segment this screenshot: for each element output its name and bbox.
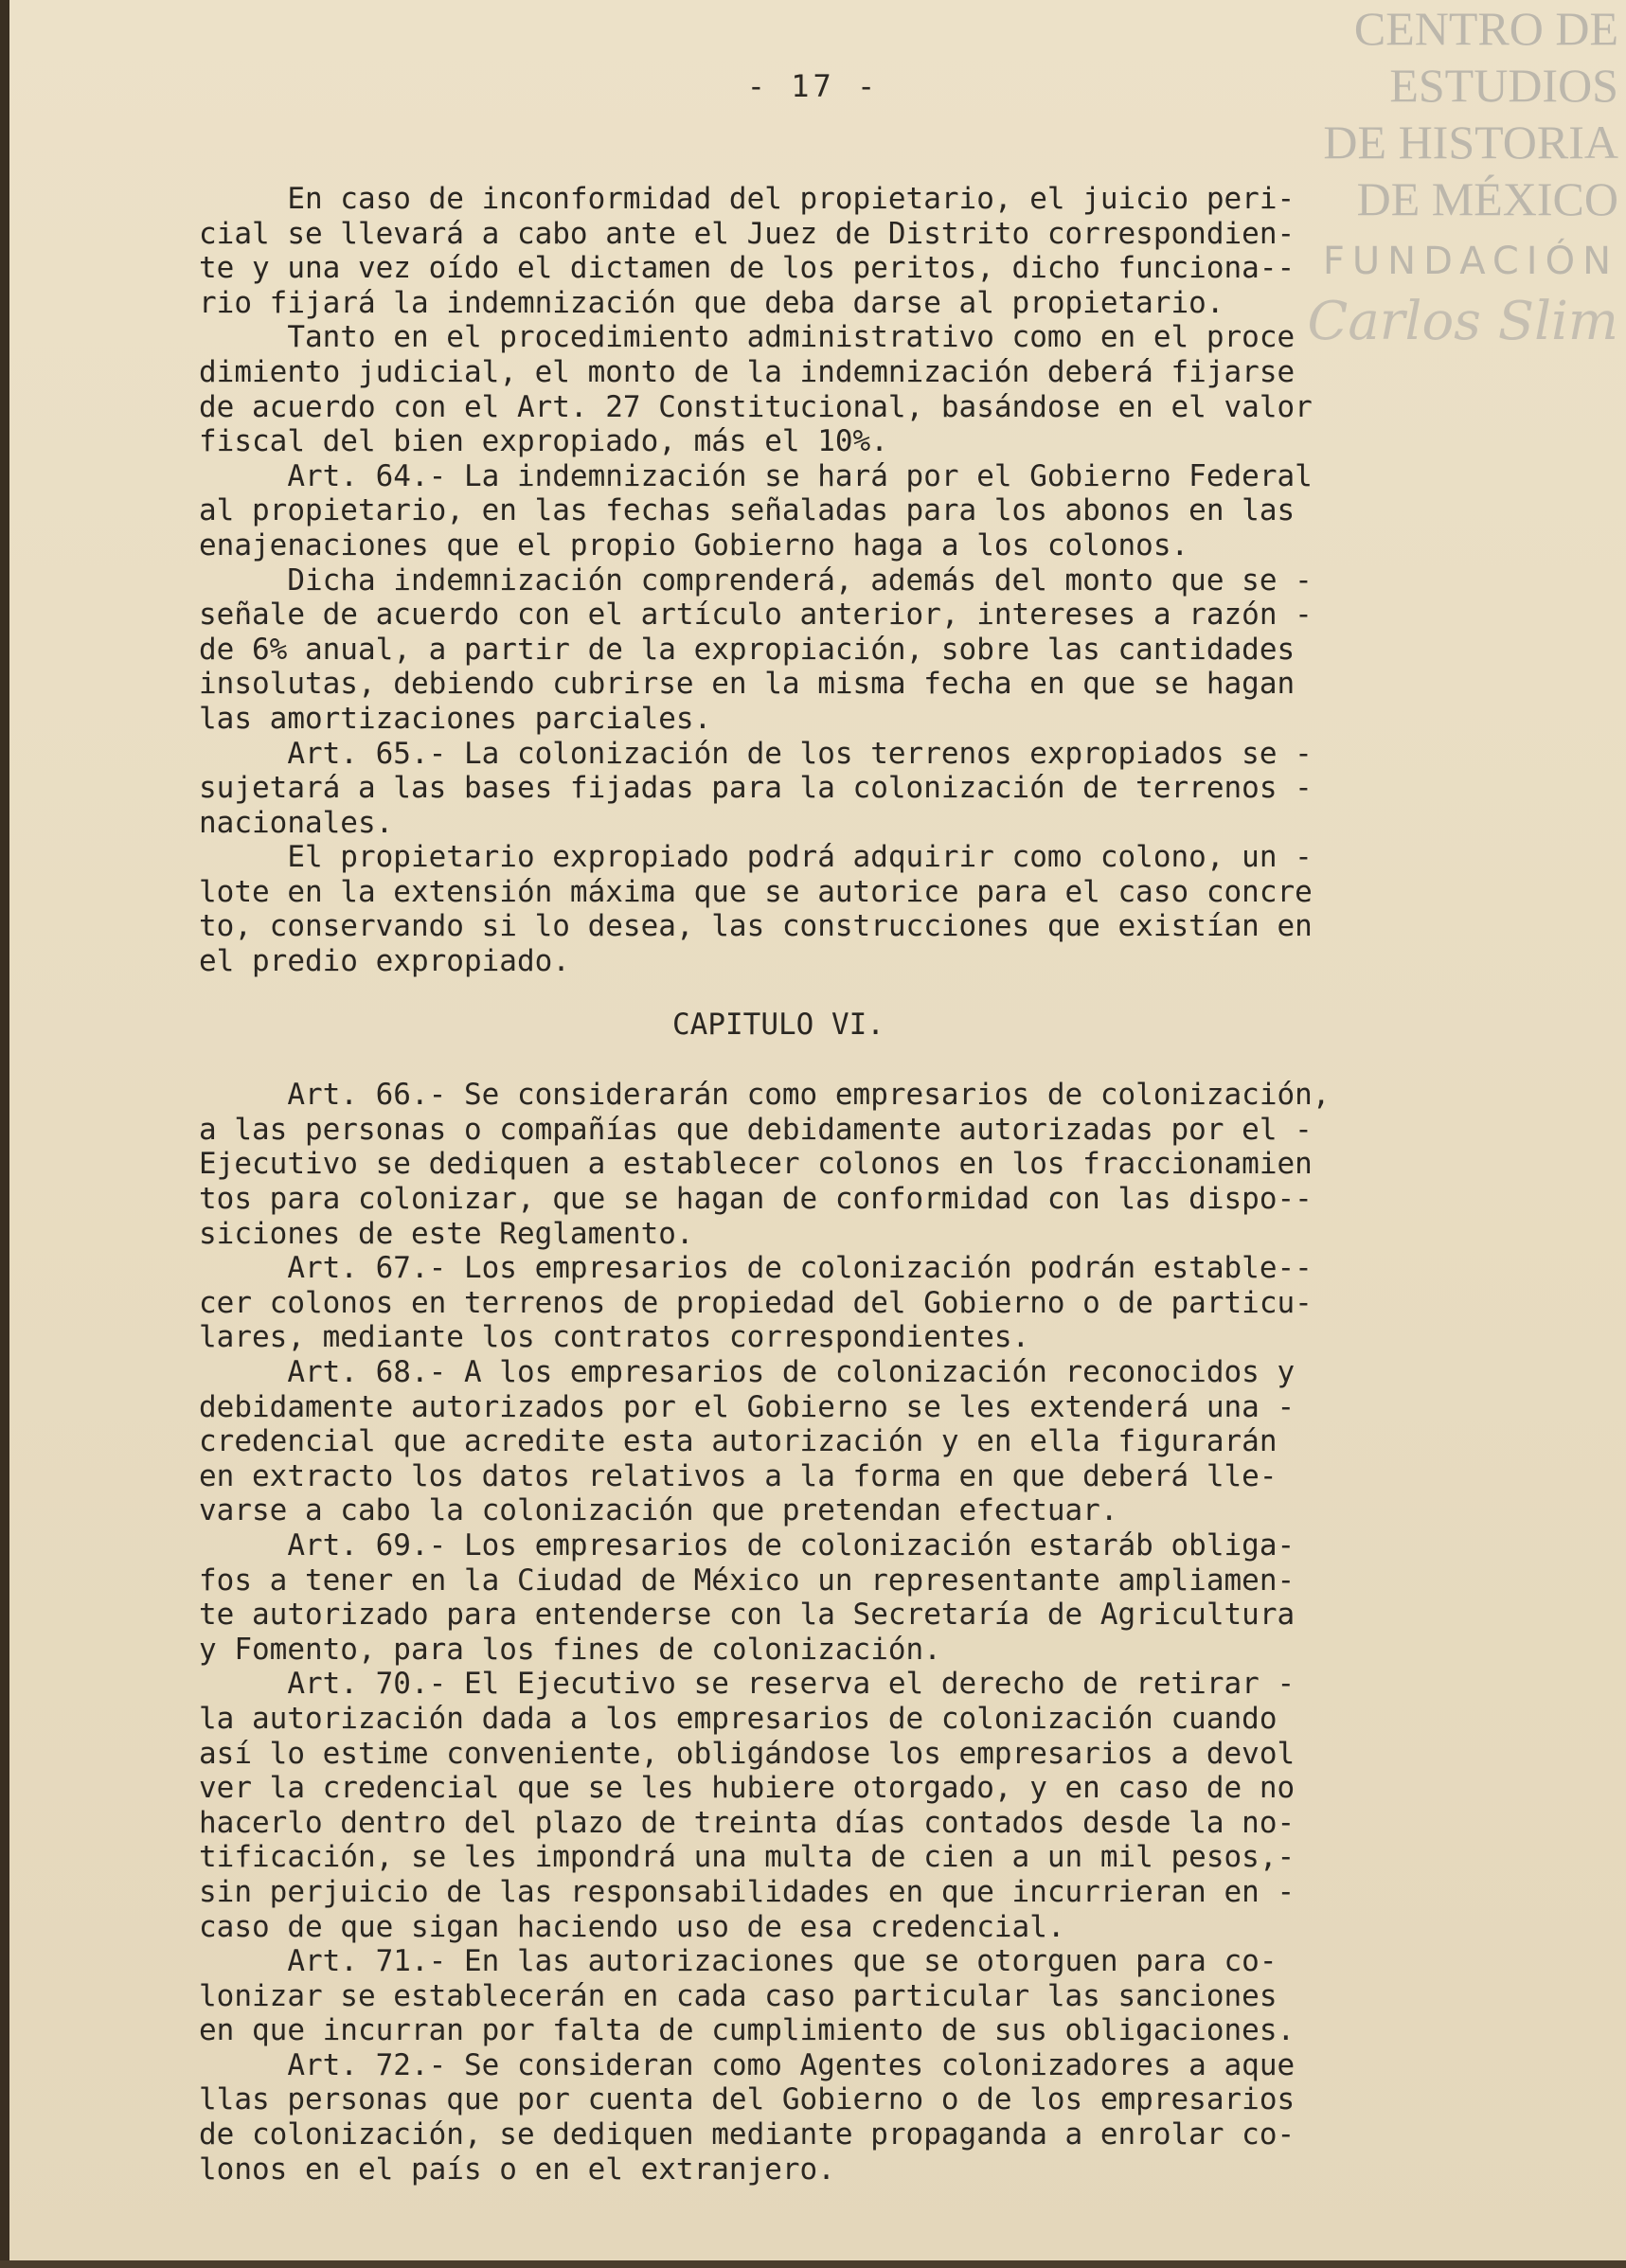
page-edge-bottom [0,2260,1626,2268]
text-line: el predio expropiado. [199,944,570,979]
text-line: sin perjuicio de las responsabilidades en que incurrieran en - [199,1874,1295,1909]
text-line: cer colonos en terrenos de propiedad del Gobierno o de particu- [199,1285,1313,1320]
text-line: credencial que acredite esta autorización y en ella figurarán [199,1424,1278,1459]
text-line: lote en la extensión máxima que se autorice para el caso concre [199,874,1313,909]
text-line: lares, mediante los contratos correspondientes. [199,1320,1030,1355]
text-line: sujetará a las bases fijadas para la colonización de terrenos - [199,771,1313,806]
text-line: te autorizado para entenderse con la Secretaría de Agricultura [199,1598,1295,1633]
text-line: de 6% anual, a partir de la expropiación, sobre las cantidades [199,632,1295,667]
text-line: nacionales. [199,805,394,840]
text-line: En caso de inconformidad del propietario, el juicio peri- [199,182,1295,216]
text-line: las amortizaciones parciales. [199,701,712,736]
text-line: en que incurran por falta de cumplimiento de sus obligaciones. [199,2013,1295,2048]
text-line: varse a cabo la colonización que pretendan efectuar. [199,1493,1118,1528]
text-line: así lo estime conveniente, obligándose los empresarios a devol [199,1736,1295,1771]
text-line: llas personas que por cuenta del Gobierno o de los empresarios [199,2082,1295,2117]
text-line: de colonización, se dediquen mediante propaganda a enrolar co- [199,2117,1295,2152]
text-line: caso de que sigan haciendo uso de esa credencial. [199,1909,1065,1944]
text-line: hacerlo dentro del plazo de treinta días contados desde la no- [199,1805,1295,1840]
text-line: fiscal del bien expropiado, más el 10%. [199,424,888,459]
text-line: insolutas, debiendo cubrirse en la misma fecha en que se hagan [199,667,1295,702]
text-line: Art. 66.- Se considerarán como empresarios de colonización, [199,1078,1331,1113]
text-line: rio fijará la indemnización que deba darse al propietario. [199,285,1224,320]
text-line: lonizar se establecerán en cada caso particular las sanciones [199,1978,1278,2013]
text-line: Art. 71.- En las autorizaciones que se otorguen para co- [199,1944,1278,1979]
text-line: Art. 67.- Los empresarios de colonización podrán estable-- [199,1251,1313,1286]
text-line: Art. 68.- A los empresarios de colonización reconocidos y [199,1355,1295,1389]
text-line: te y una vez oído el dictamen de los peritos, dicho funciona-- [199,251,1295,286]
text-line: ver la credencial que se les hubiere otorgado, y en caso de no [199,1771,1295,1806]
text-line: Art. 65.- La colonización de los terrenos expropiados se - [199,736,1313,771]
watermark-foundation: FUNDACIÓN [1322,240,1618,283]
text-line: tificación, se les impondrá una multa de cien a un mil pesos,- [199,1840,1295,1875]
text-line: Art. 64.- La indemnización se hará por el Gobierno Federal [199,458,1313,493]
text-line: siciones de este Reglamento. [199,1216,694,1251]
text-line: Art. 72.- Se consideran como Agentes colonizadores a aque [199,2047,1295,2082]
text-line: al propietario, en las fechas señaladas para los abonos en las [199,493,1295,528]
text-line: de acuerdo con el Art. 27 Constitucional, basándose en el valor [199,389,1313,424]
text-line: la autorización dada a los empresarios de colonización cuando [199,1701,1278,1736]
watermark-line: DE MÉXICO [1356,172,1618,225]
text-line: enajenaciones que el propio Gobierno haga a los colonos. [199,527,1189,563]
text-line: dimiento judicial, el monto de la indemnización deberá fijarse [199,354,1295,389]
text-line: Tanto en el procedimiento administrativo como en el proce [199,320,1295,355]
text-line: Art. 70.- El Ejecutivo se reserva el derecho de retirar - [199,1667,1295,1702]
page-number: - 17 - [746,68,880,104]
watermark-line: ESTUDIOS [1389,59,1618,112]
text-line: Dicha indemnización comprenderá, además del monto que se - [199,563,1313,598]
text-line: Art. 69.- Los empresarios de colonización estaráb obliga- [199,1527,1295,1563]
watermark-line: DE HISTORIA [1323,116,1618,169]
text-line: Ejecutivo se dediquen a establecer colonos en los fraccionamien [199,1147,1313,1182]
chapter-heading: CAPITULO VI. [672,1007,884,1042]
text-line: lonos en el país o en el extranjero. [199,2152,835,2187]
text-line: fos a tener en la Ciudad de México un representante ampliamen- [199,1563,1295,1598]
text-line: to, conservando si lo desea, las construcciones que existían en [199,909,1313,944]
text-line: tos para colonizar, que se hagan de conformidad con las dispo-- [199,1182,1313,1217]
body-section-2 [199,1078,1496,2187]
typewritten-body [199,182,1496,2187]
body-section-1 [199,182,1496,979]
text-line: y Fomento, para los fines de colonización. [199,1632,941,1667]
watermark-signature-logo: Carlos Slim [1307,291,1618,352]
text-line: El propietario expropiado podrá adquirir como colono, un - [199,840,1313,875]
text-line: debidamente autorizados por el Gobierno se les extenderá una - [199,1389,1295,1424]
page-edge-left [0,0,9,2268]
watermark-line: CENTRO DE [1353,2,1618,55]
text-line: cial se llevará a cabo ante el Juez de Distrito correspondien- [199,216,1295,251]
text-line: en extracto los datos relativos a la forma en que deberá lle- [199,1458,1278,1493]
text-line: señale de acuerdo con el artículo anterior, intereses a razón - [199,598,1313,633]
text-line: a las personas o compañías que debidamente autorizadas por el - [199,1112,1313,1147]
